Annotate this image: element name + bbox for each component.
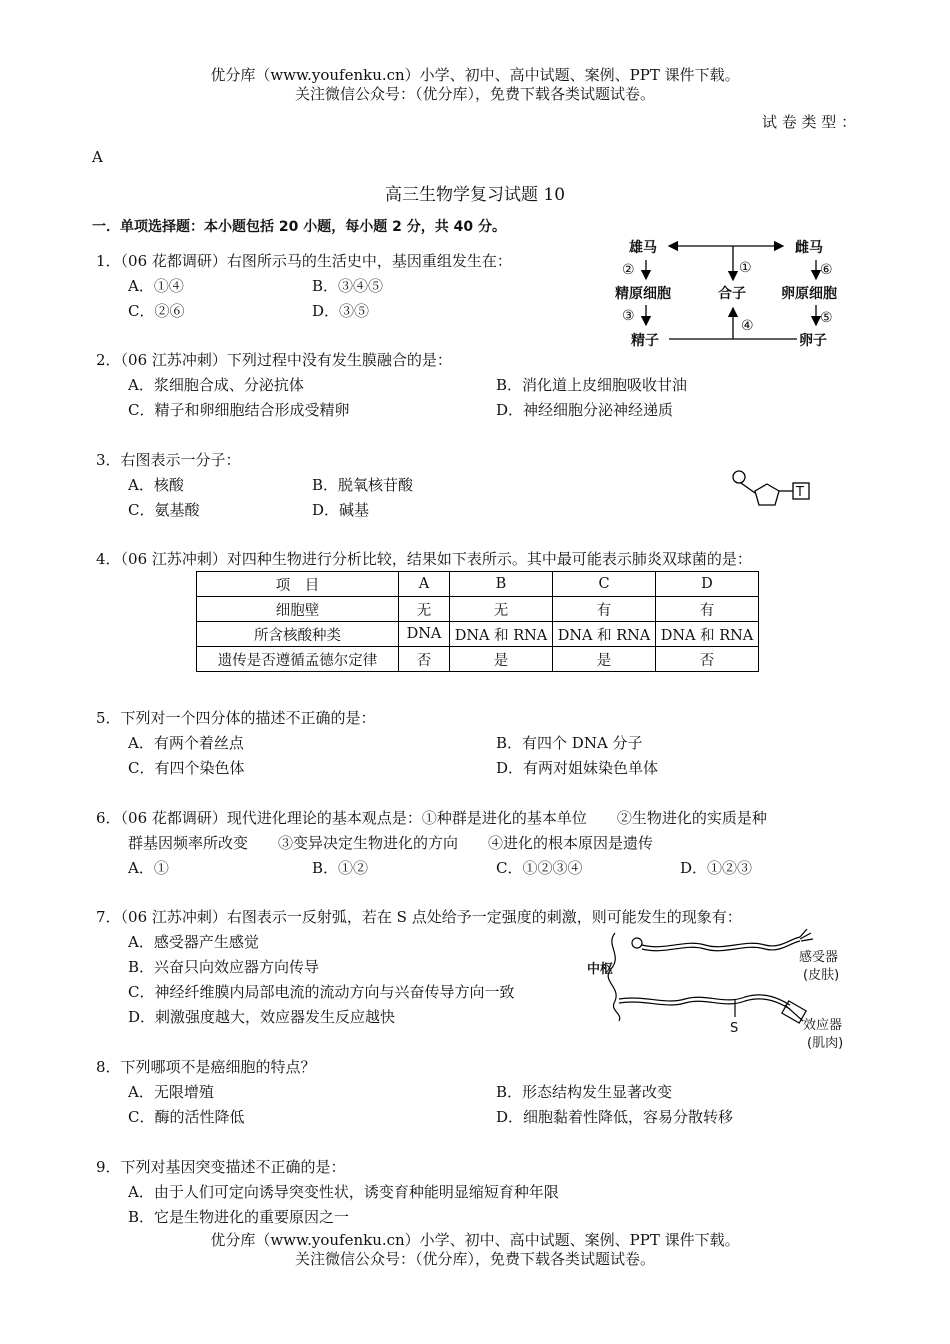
question-1-option-b: B．③④⑤ bbox=[312, 277, 384, 295]
horse-life-cycle-diagram bbox=[605, 232, 865, 352]
base-label: T bbox=[796, 485, 804, 500]
question-5-stem: 5．下列对一个四分体的描述不正确的是： bbox=[96, 709, 376, 727]
question-7-option-b: B．兴奋只向效应器方向传导 bbox=[128, 958, 320, 976]
marker-3: ③ bbox=[622, 308, 635, 324]
question-3-option-b: B．脱氧核苷酸 bbox=[312, 476, 414, 494]
question-8-option-a: A．无限增殖 bbox=[128, 1083, 214, 1101]
table-header-cell: C bbox=[553, 572, 656, 597]
question-1-option-a: A．①④ bbox=[128, 277, 184, 295]
question-1-option-c: C．②⑥ bbox=[128, 302, 185, 320]
question-2-option-a: A．浆细胞合成、分泌抗体 bbox=[128, 376, 304, 394]
nucleotide-diagram bbox=[725, 466, 825, 516]
question-6-stem-line-1: 6．（06 花都调研）现代进化理论的基本观点是：①种群是进化的基本单位 ②生物进化的实质是种 bbox=[96, 809, 767, 827]
label-zygote: 合子 bbox=[718, 286, 746, 302]
question-6-option-b: B．①② bbox=[312, 859, 369, 877]
label-s-point: S bbox=[730, 1021, 739, 1036]
question-5-option-d: D．有两对姐妹染色单体 bbox=[496, 759, 659, 777]
question-1-option-d: D．③⑤ bbox=[312, 302, 370, 320]
footer-line-2: 关注微信公众号：（优分库），免费下载各类试题试卷。 bbox=[294, 1250, 655, 1268]
question-7-option-c: C．神经纤维膜内局部电流的流动方向与兴奋传导方向一致 bbox=[128, 983, 515, 1001]
question-2-option-b: B．消化道上皮细胞吸收甘油 bbox=[496, 376, 688, 394]
label-egg: 卵子 bbox=[799, 333, 827, 349]
marker-6: ⑥ bbox=[820, 262, 833, 278]
question-2-option-c: C．精子和卵细胞结合形成受精卵 bbox=[128, 401, 350, 419]
table-header-row bbox=[197, 572, 759, 597]
question-6-option-d: D．①②③ bbox=[680, 859, 753, 877]
table-header-cell: D bbox=[656, 572, 759, 597]
table-cell: 无 bbox=[399, 597, 450, 622]
marker-2: ② bbox=[622, 262, 635, 278]
question-3-option-c: C．氨基酸 bbox=[128, 501, 200, 519]
question-5-option-b: B．有四个 DNA 分子 bbox=[496, 734, 643, 752]
table-cell: 是 bbox=[553, 647, 656, 672]
label-female-horse: 雌马 bbox=[795, 240, 823, 256]
table-cell: 有 bbox=[656, 597, 759, 622]
paper-type-value: A bbox=[92, 148, 103, 166]
question-5-option-c: C．有四个染色体 bbox=[128, 759, 245, 777]
label-effector-muscle: (肌肉) bbox=[807, 1036, 844, 1051]
table-cell: 遗传是否遵循孟德尔定律 bbox=[197, 647, 399, 672]
table-cell: 细胞壁 bbox=[197, 597, 399, 622]
question-1-stem: 1．（06 花都调研）右图所示马的生活史中，基因重组发生在： bbox=[96, 252, 512, 270]
reflex-arc-diagram bbox=[585, 925, 855, 1055]
question-6-option-c: C．①②③④ bbox=[496, 859, 583, 877]
label-sperm: 精子 bbox=[631, 333, 659, 349]
question-8-option-b: B．形态结构发生显著改变 bbox=[496, 1083, 673, 1101]
question-6-stem-line-2: 群基因频率所改变 ③变异决定生物进化的方向 ④进化的根本原因是遗传 bbox=[128, 834, 654, 852]
question-3-option-d: D．碱基 bbox=[312, 501, 370, 519]
question-8-option-c: C．酶的活性降低 bbox=[128, 1108, 245, 1126]
question-4-stem: 4．（06 江苏冲刺）对四种生物进行分析比较，结果如下表所示。其中最可能表示肺炎双球菌的是： bbox=[96, 550, 752, 568]
label-receptor-skin: (皮肤) bbox=[803, 968, 840, 983]
table-cell: 无 bbox=[450, 597, 553, 622]
paper-type-label: 试 卷 类 型 ： bbox=[762, 113, 857, 131]
question-9-option-a: A．由于人们可定向诱导突变性状，诱变育种能明显缩短育种年限 bbox=[128, 1183, 559, 1201]
question-9-stem: 9．下列对基因突变描述不正确的是： bbox=[96, 1158, 346, 1176]
marker-5: ⑤ bbox=[820, 310, 833, 326]
table-cell: DNA 和 RNA bbox=[656, 622, 759, 647]
label-center: 中枢 bbox=[587, 962, 614, 977]
question-7-option-d: D．刺激强度越大，效应器发生反应越快 bbox=[128, 1008, 396, 1026]
marker-4: ④ bbox=[741, 318, 754, 334]
question-5-option-a: A．有两个着丝点 bbox=[128, 734, 244, 752]
question-7-stem: 7．（06 江苏冲刺）右图表示一反射弧，若在 S 点处给予一定强度的刺激，则可能发生的现象有： bbox=[96, 908, 742, 926]
table-header-cell: A bbox=[399, 572, 450, 597]
table-header-cell: B bbox=[450, 572, 553, 597]
question-3-stem: 3．右图表示一分子： bbox=[96, 451, 241, 469]
label-male-horse: 雄马 bbox=[629, 240, 657, 256]
label-oogonium: 卵原细胞 bbox=[781, 286, 837, 302]
table-cell: 否 bbox=[656, 647, 759, 672]
table-cell: DNA bbox=[399, 622, 450, 647]
footer-line-1: 优分库（www.youfenku.cn）小学、初中、高中试题、案例、PPT 课件下载。 bbox=[210, 1231, 740, 1249]
question-2-stem: 2．（06 江苏冲刺）下列过程中没有发生膜融合的是： bbox=[96, 351, 452, 369]
question-9-option-b: B．它是生物进化的重要原因之一 bbox=[128, 1208, 350, 1226]
table-row bbox=[197, 597, 759, 622]
table-cell: 所含核酸种类 bbox=[197, 622, 399, 647]
marker-1: ① bbox=[739, 260, 752, 276]
question-3-option-a: A．核酸 bbox=[128, 476, 184, 494]
table-row bbox=[197, 647, 759, 672]
page-title: 高三生物学复习试题 10 bbox=[384, 185, 566, 205]
header-line-2: 关注微信公众号：（优分库），免费下载各类试题试卷。 bbox=[294, 85, 655, 103]
question-8-option-d: D．细胞黏着性降低，容易分散转移 bbox=[496, 1108, 734, 1126]
comparison-table bbox=[196, 571, 759, 672]
label-receptor: 感受器 bbox=[799, 950, 839, 965]
table-header-cell: 项 目 bbox=[197, 572, 399, 597]
section-heading: 一．单项选择题：本小题包括 20 小题，每小题 2 分，共 40 分。 bbox=[92, 219, 506, 235]
question-2-option-d: D．神经细胞分泌神经递质 bbox=[496, 401, 674, 419]
table-row bbox=[197, 622, 759, 647]
header-line-1: 优分库（www.youfenku.cn）小学、初中、高中试题、案例、PPT 课件下载。 bbox=[210, 66, 740, 84]
table-cell: 否 bbox=[399, 647, 450, 672]
table-cell: DNA 和 RNA bbox=[553, 622, 656, 647]
question-6-option-a: A．① bbox=[128, 859, 169, 877]
question-8-stem: 8．下列哪项不是癌细胞的特点？ bbox=[96, 1058, 316, 1076]
label-effector: 效应器 bbox=[803, 1018, 843, 1033]
table-cell: DNA 和 RNA bbox=[450, 622, 553, 647]
label-spermatogonium: 精原细胞 bbox=[615, 286, 671, 302]
question-7-option-a: A．感受器产生感觉 bbox=[128, 933, 259, 951]
table-cell: 是 bbox=[450, 647, 553, 672]
table-cell: 有 bbox=[553, 597, 656, 622]
